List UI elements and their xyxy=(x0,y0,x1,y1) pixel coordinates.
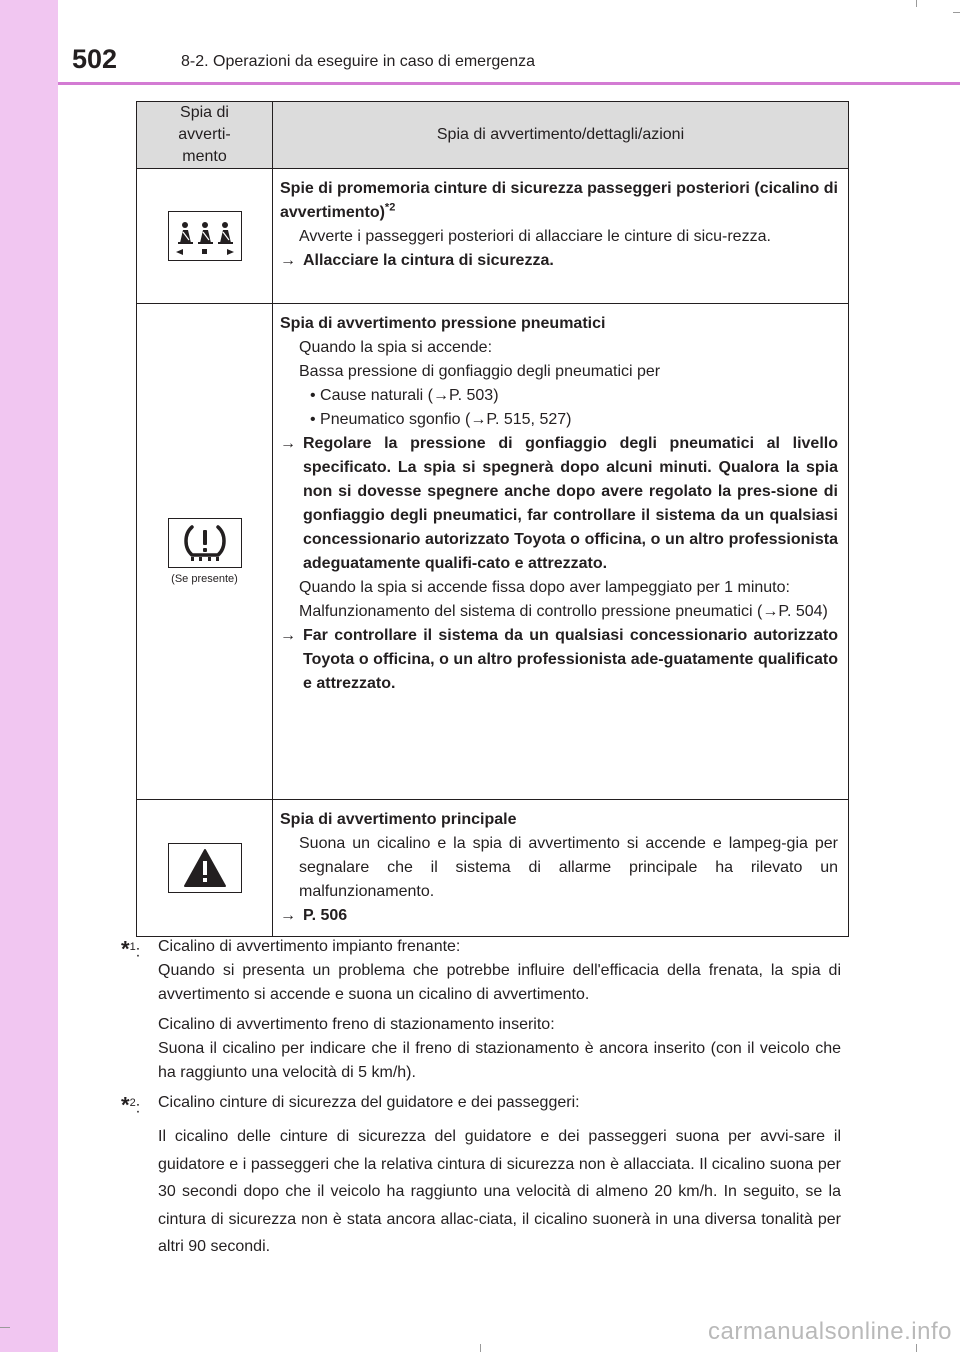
footnote-title: Cicalino di avvertimento impianto frenante: xyxy=(158,938,461,955)
warning-title: Spia di avvertimento principale xyxy=(280,811,517,828)
icon-caption: (Se presente) xyxy=(171,572,238,585)
list-item: • Cause naturali (→P. 503) xyxy=(310,387,499,404)
page-margin-band xyxy=(0,0,58,1352)
warning-lights-table xyxy=(136,101,849,937)
condition-text: Quando la spia si accende: xyxy=(299,339,493,356)
table-row xyxy=(137,304,849,800)
action-line: → Allacciare la cintura di sicurezza. xyxy=(280,249,838,273)
tire-pressure-warning-icon xyxy=(168,518,242,568)
crop-mark xyxy=(480,1344,481,1352)
condition-text: Quando la spia si accende fissa dopo aver lampeggiato per 1 minuto: xyxy=(299,579,790,596)
watermark: carmanualsonline.info xyxy=(708,1318,952,1345)
footnote-title: Cicalino di avvertimento freno di stazionamento inserito: xyxy=(158,1016,555,1033)
footnote-label: *$^2$: xyxy=(121,1092,141,1118)
footnote-title: Cicalino cinture di sicurezza del guidatore e dei passeggeri: xyxy=(158,1094,580,1111)
crop-mark xyxy=(0,1327,10,1328)
arrow-icon: → xyxy=(280,907,296,924)
page-number: 502 xyxy=(72,44,118,74)
footnote-text: Quando si presenta un problema che potrebbe influire dell'efficacia della frenata, la spia di avvertimento si accende e suona un cicalino di avvertimento. xyxy=(158,962,841,1003)
warning-description: Avverte i passeggeri posteriori di allacciare le cinture di sicu-rezza. xyxy=(299,228,771,245)
arrow-icon: → xyxy=(280,435,296,452)
action-line: → Regolare la pressione di gonfiaggio degli pneumatici al livello specificato. La spia si spegnerà dopo alcuni minuti. Qualora la spia non si dovesse spegnere anche dopo avere regolato la pres-sione di gonfiaggio degli pneumatici, far controllare il sistema da un qualsiasi concessionario autorizzato Toyota o officina, o un altro professionista adeguatamente qualifi-cato e attrezzato. xyxy=(280,432,838,576)
master-warning-icon xyxy=(168,843,242,893)
header-rule xyxy=(58,82,960,85)
warning-title: Spia di avvertimento pressione pneumatici xyxy=(280,315,606,332)
list-item: • Pneumatico sgonfio (→P. 515, 527) xyxy=(310,411,572,428)
arrow-icon: → xyxy=(280,252,296,269)
footnote-1 xyxy=(121,935,841,1085)
cause-text: Bassa pressione di gonfiaggio degli pneumatici per xyxy=(299,363,661,380)
footnote-text: Suona il cicalino per indicare che il freno di stazionamento è ancora inserito (con il veicolo che ha raggiunto una velocità di 5 km/h). xyxy=(158,1040,841,1081)
warning-description: Suona un cicalino e la spia di avvertimento si accende e lampeg-gia per segnalare che il sistema di allarme principale ha rilevato un malfunzionamento. xyxy=(299,835,838,900)
footnote-label: *$^1$: xyxy=(121,936,141,962)
section-title: 8-2. Operazioni da eseguire in caso di emergenza xyxy=(181,53,535,70)
footnotes xyxy=(121,935,841,1267)
table-row xyxy=(137,169,849,304)
crop-mark xyxy=(916,0,917,7)
table-header-row xyxy=(137,102,849,169)
crop-mark xyxy=(953,12,960,13)
table-row xyxy=(137,800,849,937)
warning-title: Spie di promemoria cinture di sicurezza passeggeri posteriori (cicalino di avvertimento)$^{*2}$ xyxy=(280,180,838,221)
footnote-ref: *2 xyxy=(384,201,396,214)
action-line: → Far controllare il sistema da un qualsiasi concessionario autorizzato Toyota o officina, o un altro professionista ade-guatamente qualificato e attrezzato. xyxy=(280,624,838,696)
footnote-text: Il cicalino delle cinture di sicurezza del guidatore e dei passeggeri suona per avvi-sare il guidatore e i passeggeri che la relativa cintura di sicurezza non è allacciata. Il cicalino suona per 30 secondi dopo che il veicolo ha raggiunto una velocità di almeno 20 km/h. In seguito, se la cintura di sicurezza non è stata ancora allac-ciata, il cicalino suonerà in una diversa tonalità per altri 90 secondi. xyxy=(158,1128,841,1255)
column-header-details: Spia di avvertimento/dettagli/azioni xyxy=(273,102,849,169)
footnote-2 xyxy=(121,1091,841,1261)
column-header-warning-light: Spia di avverti-mento xyxy=(137,102,273,169)
arrow-icon: → xyxy=(280,627,296,644)
rear-seatbelt-reminder-icon xyxy=(168,211,242,261)
malfunction-text: Malfunzionamento del sistema di controllo pressione pneumatici (→P. 504) xyxy=(299,603,828,620)
action-line: → P. 506 xyxy=(280,904,838,928)
